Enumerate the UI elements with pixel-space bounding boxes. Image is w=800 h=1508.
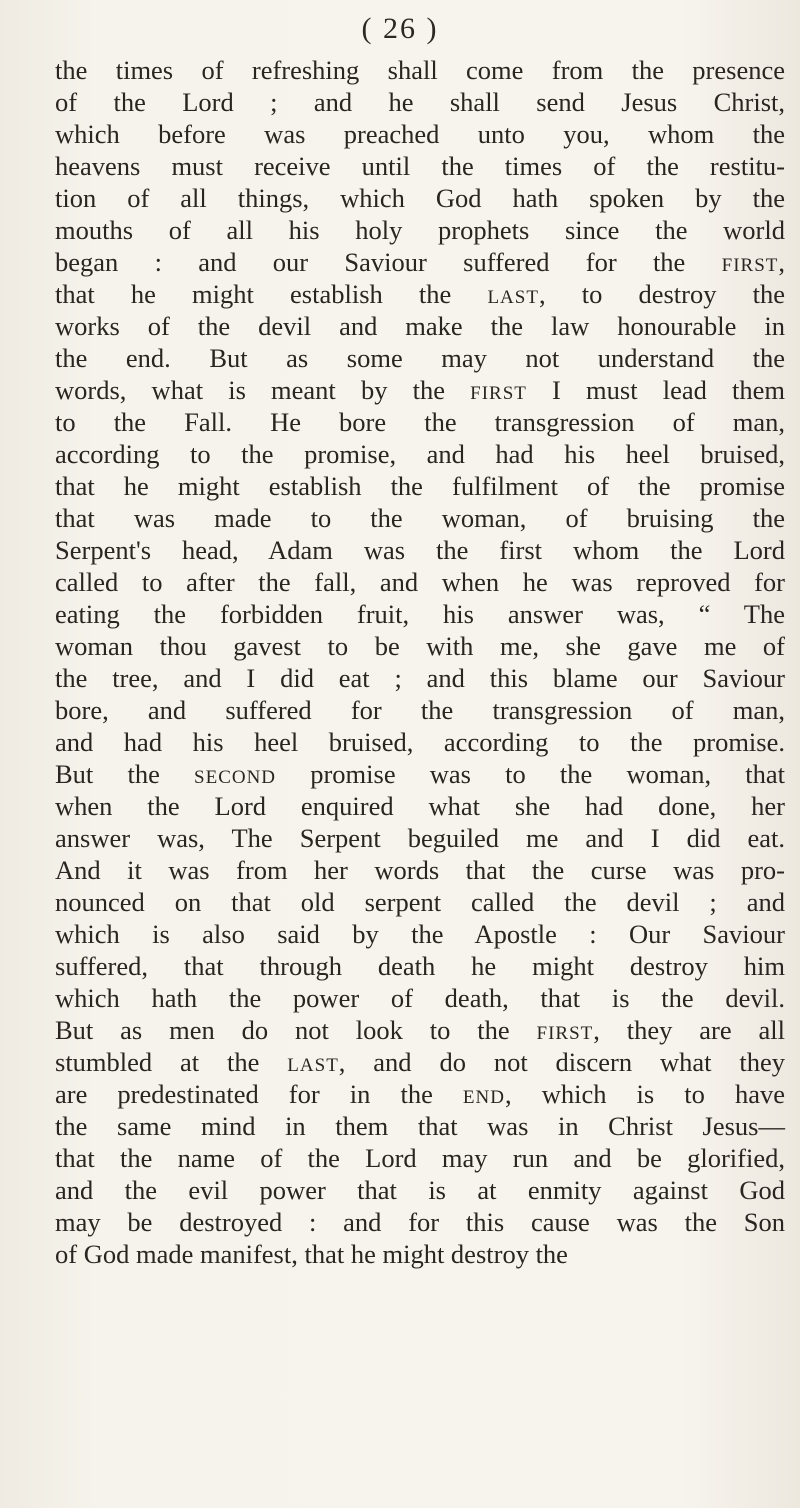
text-line: stumbled at the last, and do not discern what they [55,1047,785,1077]
small-caps-word: end [462,1079,505,1109]
text-line: And it was from her words that the curse was pro- [55,855,785,885]
text-line: to the Fall. He bore the transgression of man, [55,407,785,437]
small-caps-word: last [487,279,539,309]
text-line: bore, and suffered for the transgression of man, [55,695,785,725]
text-line: the tree, and I did eat ; and this blame our Saviour [55,663,785,693]
text-line: began : and our Saviour suffered for the first, [55,247,785,277]
small-caps-word: first [536,1015,594,1045]
text-line: and had his heel bruised, according to the promise. [55,727,785,757]
text-line: mouths of all his holy prophets since the world [55,215,785,245]
page-number-header: ( 26 ) [361,12,439,45]
text-line: called to after the fall, and when he was reproved for [55,567,785,597]
small-caps-word: last [287,1047,339,1077]
text-line: woman thou gavest to be with me, she gave me of [55,631,785,661]
text-line: that he might establish the last, to destroy the [55,279,786,309]
text-line: eating the forbidden fruit, his answer was, “ The [55,599,785,629]
text-line: are predestinated for in the end, which is to have [55,1079,786,1109]
body-text [55,54,785,1270]
text-line: that he might establish the fulfilment of the promise [55,471,785,501]
text-line: which is also said by the Apostle : Our Saviour [55,919,785,949]
text-line: the times of refreshing shall come from the presence [55,55,785,85]
text-line: nounced on that old serpent called the devil ; and [55,887,785,917]
text-line: Serpent's head, Adam was the first whom the Lord [55,535,785,565]
small-caps-word: first [470,375,527,405]
text-line: which hath the power of death, that is the devil. [55,983,785,1013]
small-caps-word: second [194,759,277,789]
text-line: But the second promise was to the woman, that [55,759,785,789]
text-line: which before was preached unto you, whom the [55,119,785,149]
text-line: of the Lord ; and he shall send Jesus Christ, [55,87,785,117]
text-line: But as men do not look to the first, they are all [55,1015,785,1045]
text-line: that was made to the woman, of bruising the [55,503,785,533]
text-line: the same mind in them that was in Christ Jesus— [55,1111,785,1141]
text-line: may be destroyed : and for this cause was the Son [55,1207,785,1237]
text-line: when the Lord enquired what she had done, her [55,791,785,821]
text-line: tion of all things, which God hath spoken by the [55,183,785,213]
text-line: and the evil power that is at enmity against God [55,1175,785,1205]
small-caps-word: first [721,247,779,277]
text-line: according to the promise, and had his heel bruised, [55,439,785,469]
text-line: suffered, that through death he might destroy him [55,951,785,981]
text-line: the end. But as some may not understand the [55,343,785,373]
text-line: answer was, The Serpent beguiled me and I did eat. [55,823,785,853]
text-line: words, what is meant by the first I must lead them [55,375,785,405]
text-line: that the name of the Lord may run and be glorified, [55,1143,785,1173]
text-line: of God made manifest, that he might destroy the [55,1239,568,1269]
text-line: works of the devil and make the law honourable in [55,311,785,341]
text-line: heavens must receive until the times of the restitu- [55,151,785,181]
